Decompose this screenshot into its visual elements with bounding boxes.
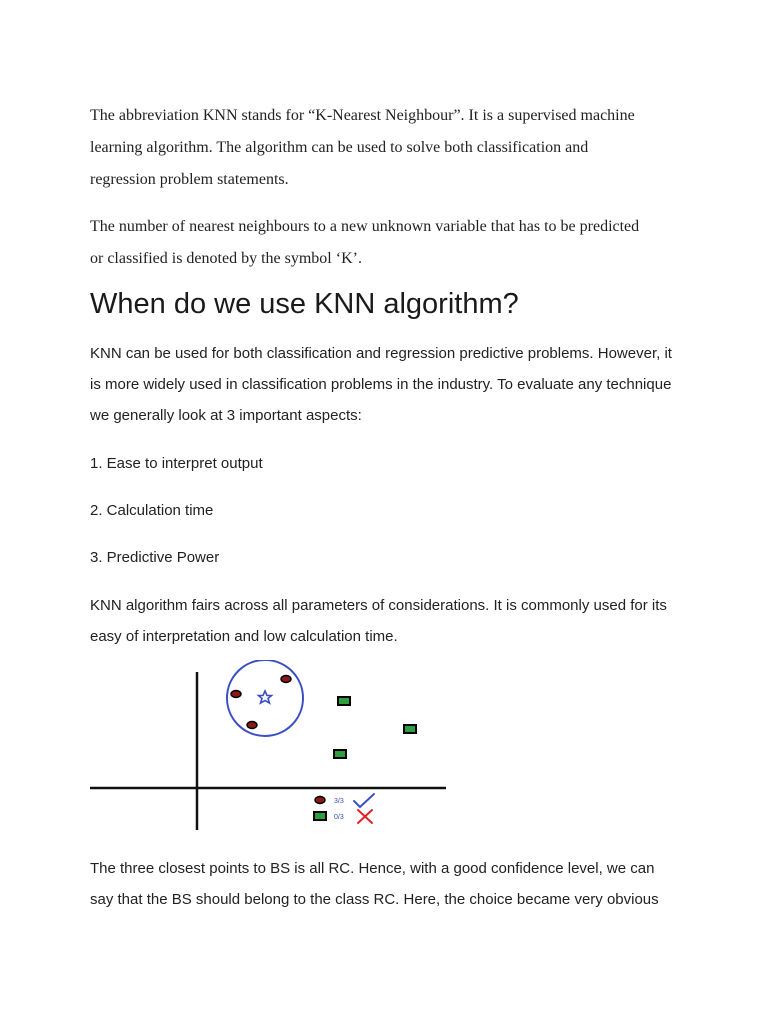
neighbourhood-circle (227, 660, 303, 736)
section-heading: When do we use KNN algorithm? (90, 288, 519, 320)
intro-line-1: The abbreviation KNN stands for “K-Nearest Neighbour”. It is a supervised machine (90, 107, 635, 124)
body-p2-line-1: KNN algorithm fairs across all parameters of considerations. It is commonly used for its (90, 597, 667, 614)
cross-icon (358, 810, 372, 823)
body-p1-line-1: KNN can be used for both classification and regression predictive problems. However, it (90, 345, 672, 362)
legend-green-point (314, 812, 326, 820)
body-p3-line-1: The three closest points to BS is all RC. Hence, with a good confidence level, we can (90, 860, 655, 877)
star-icon (259, 691, 272, 703)
green-point (338, 697, 350, 705)
legend-green-label: 0/3 (334, 814, 344, 821)
legend-red-label: 3/3 (334, 798, 344, 805)
list-item-predictive: 3. Predictive Power (90, 549, 220, 566)
intro-line-5: or classified is denoted by the symbol ‘K’. (90, 250, 362, 267)
list-item-ease: 1. Ease to interpret output (90, 455, 263, 472)
red-point (247, 722, 257, 729)
legend-red-point (315, 797, 325, 804)
body-p3-line-2: say that the BS should belong to the class RC. Here, the choice became very obvious (90, 891, 659, 908)
green-point (334, 750, 346, 758)
body-p2-line-2: easy of interpretation and low calculation time. (90, 628, 398, 645)
intro-line-2: learning algorithm. The algorithm can be used to solve both classification and (90, 139, 589, 156)
check-icon (354, 794, 374, 807)
green-point (404, 725, 416, 733)
red-point (231, 691, 241, 698)
body-p1-line-3: we generally look at 3 important aspects: (90, 407, 362, 424)
list-item-calculation: 2. Calculation time (90, 502, 214, 519)
intro-line-3: regression problem statements. (90, 171, 289, 188)
body-p1-line-2: is more widely used in classification problems in the industry. To evaluate any technique (90, 376, 672, 393)
intro-line-4: The number of nearest neighbours to a new unknown variable that has to be predicted (90, 218, 640, 235)
knn-figure (88, 660, 458, 836)
red-point (281, 676, 291, 683)
